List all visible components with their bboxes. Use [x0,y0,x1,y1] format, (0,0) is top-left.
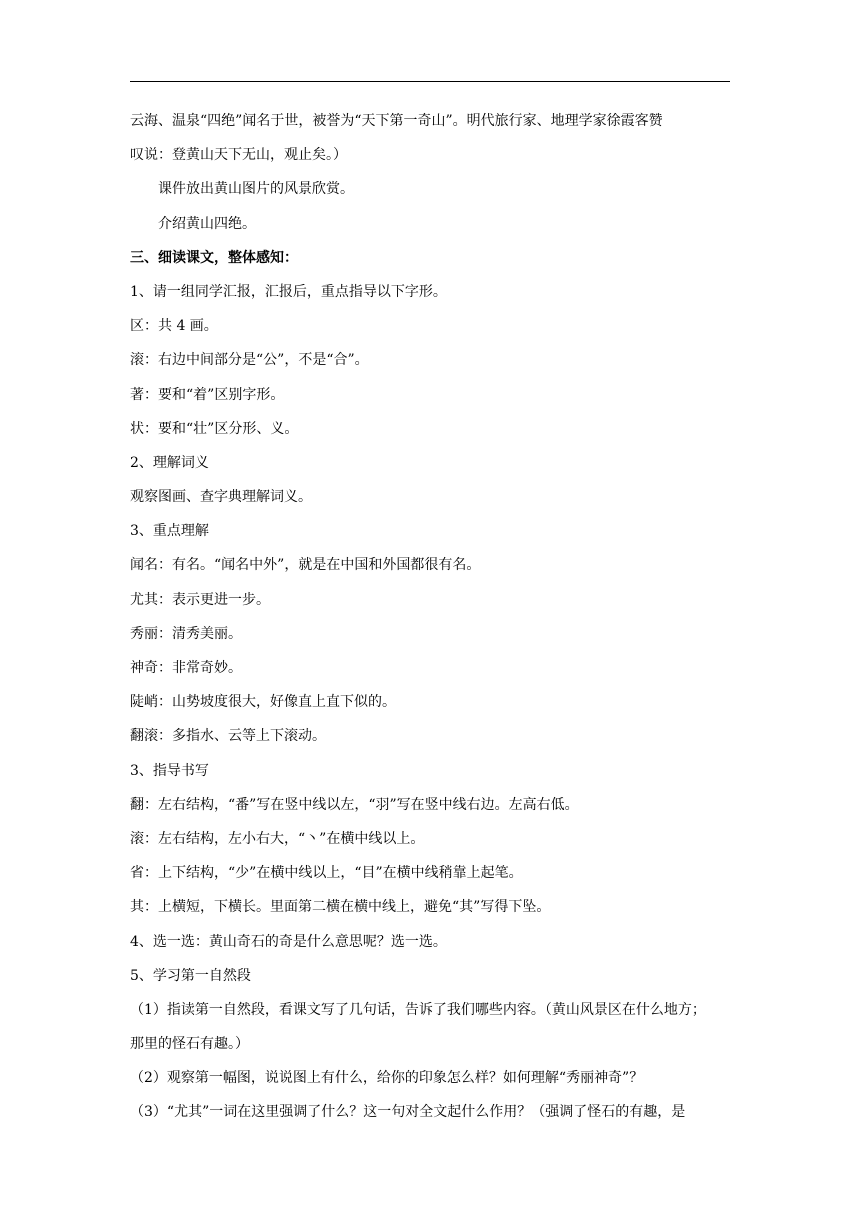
text-line: 陡峭：山势坡度很大，好像直上直下似的。 [130,694,396,711]
text-line: 神奇：非常奇妙。 [130,660,242,676]
text-line: 其：上横短，下横长。里面第二横在横中线上，避免“其”写得下坠。 [130,899,551,916]
document-body [130,104,730,1130]
text-line: 观察图画、查字典理解词义。 [130,489,312,506]
text-line: （1）指读第一自然段，看课文写了几句话，告诉了我们哪些内容。（黄山风景区在什么地方； [130,1001,706,1018]
text-line: （3）“尤其”一词在这里强调了什么？这一句对全文起什么作用？（强调了怪石的有趣，是 [130,1104,686,1121]
text-line: 状：要和“壮”区分形、义。 [130,420,299,437]
text-line: 课件放出黄山图片的风景欣赏。 [158,181,354,198]
text-line: 那里的怪石有趣。） [130,1036,249,1053]
text-line: 翻：左右结构，“番”写在竖中线以左，“羽”写在竖中线右边。左高右低。 [130,796,579,813]
text-line: 叹说：登黄山天下无山，观止矣。） [130,147,347,164]
text-line: 区：共 4 画。 [130,318,218,335]
text-line: 尤其：表示更进一步。 [130,591,270,608]
text-line: 闻名：有名。“闻名中外”，就是在中国和外国都很有名。 [130,557,481,574]
text-line: 滚：右边中间部分是“公”，不是“合”。 [130,352,369,369]
header-rule [130,81,730,82]
text-line: 秀丽：清秀美丽。 [130,625,242,642]
text-line: 翻滚：多指水、云等上下滚动。 [130,728,326,745]
text-line: 5、学习第一自然段 [130,967,251,984]
text-line: 云海、温泉“四绝”闻名于世，被誉为“天下第一奇山”。明代旅行家、地理学家徐霞客赞 [130,113,663,129]
text-line: 3、指导书写 [130,762,209,779]
text-line: 1、请一组同学汇报，汇报后，重点指导以下字形。 [130,283,447,300]
text-line: 滚：左右结构，左小右大，“丶”在横中线以上。 [130,830,425,847]
section-heading: 三、细读课文，整体感知： [130,249,298,266]
text-line: 著：要和“着”区别字形。 [130,386,285,403]
text-line: 4、选一选：黄山奇石的奇是什么意思呢？选一选。 [130,933,447,950]
text-line: 3、重点理解 [130,523,209,540]
text-line: 省：上下结构，“少”在横中线以上，“目”在横中线稍靠上起笔。 [130,865,523,882]
text-line: （2）观察第一幅图，说说图上有什么，给你的印象怎么样？如何理解“秀丽神奇”？ [130,1070,644,1087]
text-line: 介绍黄山四绝。 [158,215,256,232]
text-line: 2、理解词义 [130,454,209,471]
